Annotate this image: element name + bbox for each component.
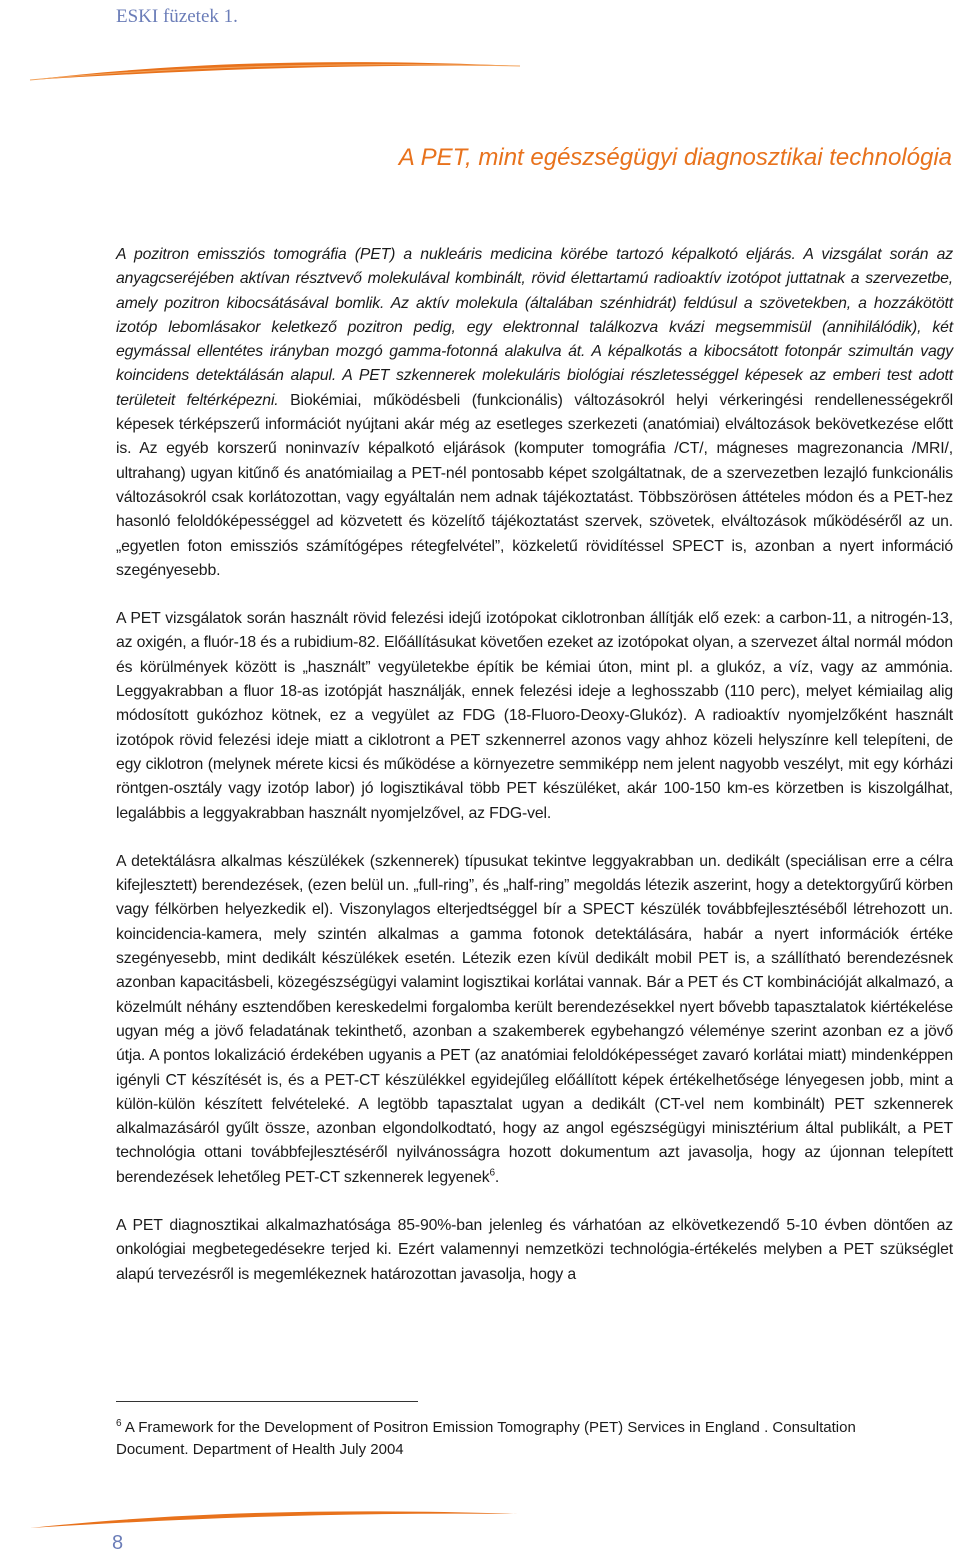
- series-label: ESKI füzetek 1.: [116, 6, 238, 27]
- page-number: 8: [112, 1532, 124, 1554]
- footnote-text: A Framework for the Development of Positron Emission Tomography (PET) Services in England . Consultation Document. Department of Health July 2004: [116, 1419, 856, 1458]
- paragraph-1-italic: A pozitron emissziós tomográfia (PET) a nukleáris medicina körébe tartozó képalkotó eljárás. A vizsgálat során az anyagcseréjében aktívan résztvevő molekulával kombinált, rövid élettartamú radioaktív izotópot juttatnak a szervezetbe, amely pozitron kibocsátásával bomlik. Az aktív molekula (általában szénhidrát) feldúsul a szövetekben, a hozzákötött izotóp lebomlásakor keletkező pozitron pedig, egy elektronnal találkozva kvázi megsemmisül (annihilálódik), két egymással ellentétes irányban mozgó gamma-fotonná alakulva át. A képalkotás a kibocsátott fotonpár szimultán vagy koincidens detektálásán alapul. A PET szkennerek molekuláris biológiai részletességgel képesek az emberi test adott területeit feltérképezni.: [116, 246, 953, 409]
- paragraph-2: A PET vizsgálatok során használt rövid felezési idejű izotópokat ciklotronban állítják elő ezek: a carbon-11, a nitrogén-13, az oxigén, a fluór-18 és a rubidium-82. Előállításukat követően ezeket az izotópokat olyan, a szervezet által normál módon és körülmények között is „használt” vegyületekbe építik be kémiai úton, mint pl. a glukóz, a víz, vagy az ammónia. Leggyakrabban a fluor 18-as izotópját használják, ennek felezési ideje a leghosszabb (110 perc), melyet kémiailag alig módosított gukózhoz kötnek, ez a vegyület az FDG (18-Fluoro-Deoxy-Glukóz). A radioaktív nyomjelzőként használt izotópok rövid felezési ideje miatt a ciklotront a PET szkennerrel azonos vagy ahhoz közeli helyszínre kell telepíteni, de egy ciklotron (melynek mérete kicsi és működése a környezetre semmiképp nem jelent nagyobb veszélyt, mit egy kórházi röntgen-osztály vagy izotóp labor) jó logisztikával több PET készüléket, akár 100-150 km-es körzetben is kiszolgálhat, legalábbis a leggyakrabban használt nyomjelzővel, az FDG-vel.: [116, 610, 953, 822]
- footnote: [116, 1413, 916, 1461]
- paragraph-3-text: A detektálásra alkalmas készülékek (szkennerek) típusukat tekintve leggyakrabban un. dedikált (speciálisan erre a célra kifejlesztett) berendezések, (ezen belül un. „full-ring”, és „half-ring” megoldás létezik aszerint, hogy a detektorgyűrű körben vagy félkörben helyezkedik el). Viszonylagos elterjedtséggel bír a SPECT készülék továbbfejlesztéséből létrehozott un. koincidencia-kamera, mely szintén alkalmas a gamma fotonok detektálására, habár a nyert információk értéke szegényesebb, mint dedikált készülékek esetén. Létezik ezen kívül dedikált mobil PET is, a szállítható berendezésnek azonban kapacitásbeli, közegészségügyi valamint logisztikai korlátai vannak. Bár a PET és CT kombinációját alkalmazó, a közelmúlt néhány esztendőben kereskedelmi forgalomba került berendezésekkel nyert bővebb tapasztalatok kiértékelése ugyan még a jövő feladatának tekinthető, azonban a szakemberek egybehangzó véleménye szerint azonban ez a jövő útja. A pontos lokalizáció érdekében ugyanis a PET (az anatómiai feloldóképességet zavaró korlátai miatt) mindenképpen igényli CT készítését is, és a PET-CT készülékkel egyidejűleg előállított képek értékelhetősége lényegesen jobb, mint a külön-külön készített felvételeké. A legtöbb tapasztalat ugyan a dedikált (CT-vel nem kombinált) PET szkennerek alkalmazásáról gyűlt össze, azonban elgondolkodtató, hogy az angol egészségügyi minisztérium által publikált, a PET technológia ottani továbbfejlesztéséről nyilvánosságra hozott dokumentum azt javasolja, hogy az újonnan telepített berendezések lehetőleg PET-CT szkennerek legyenek: [116, 852, 953, 1186]
- paragraph-3-end: .: [494, 1168, 500, 1186]
- footnote-divider: [116, 1401, 418, 1402]
- paragraph-4: A PET diagnosztikai alkalmazhatósága 85-90%-ban jelenleg és várhatóan az elkövetkezendő 5-10 évben döntően az onkológiai megbetegedésekre terjed ki. Ezért valamennyi nemzetközi technológia-értékelés melyben a PET szükséglet alapú tervezésről is megemlékeznek határozottan javasolja, hogy a: [116, 1216, 953, 1283]
- paragraph-1: [116, 243, 953, 583]
- footnote-number: 6: [116, 1418, 122, 1429]
- paragraph-1-regular: Biokémiai, működésbeli (funkcionális) változásokról helyi vérkeringési rendellenességekről képesek térképszerű információt nyújtani akár még az esetleges szerkezeti (anatómiai) elváltozások bekövetkezése előtt is. Az egyéb korszerű noninvazív képalkotó eljárások (komputer tomográfia /CT/, mágneses magrezonancia /MRI/, ultrahang) ugyan kitűnő és anatómiailag a PET-nél pontosabb képet szolgáltatnak, de a szervezetben lezajló funkcionális változásokról csak korlátozottan, vagy egyáltalán nem adnak tájékoztatást. Többszörösen áttételes módon és a PET-hez hasonló feloldóképességgel ad közvetett és közelítő tájékoztatást szervek, szövetek, elváltozások működéséről az un. „egyetlen foton emissziós számítógépes rétegfelvétel”, közkeletű rövidítéssel SPECT is, azonban a nyert információ szegényesebb.: [116, 391, 953, 579]
- paragraph-3: [116, 850, 953, 1190]
- body-text: [116, 243, 953, 1311]
- section-title: A PET, mint egészségügyi diagnosztikai technológia: [398, 144, 952, 171]
- footnote-reference[interactable]: 6: [489, 1167, 495, 1179]
